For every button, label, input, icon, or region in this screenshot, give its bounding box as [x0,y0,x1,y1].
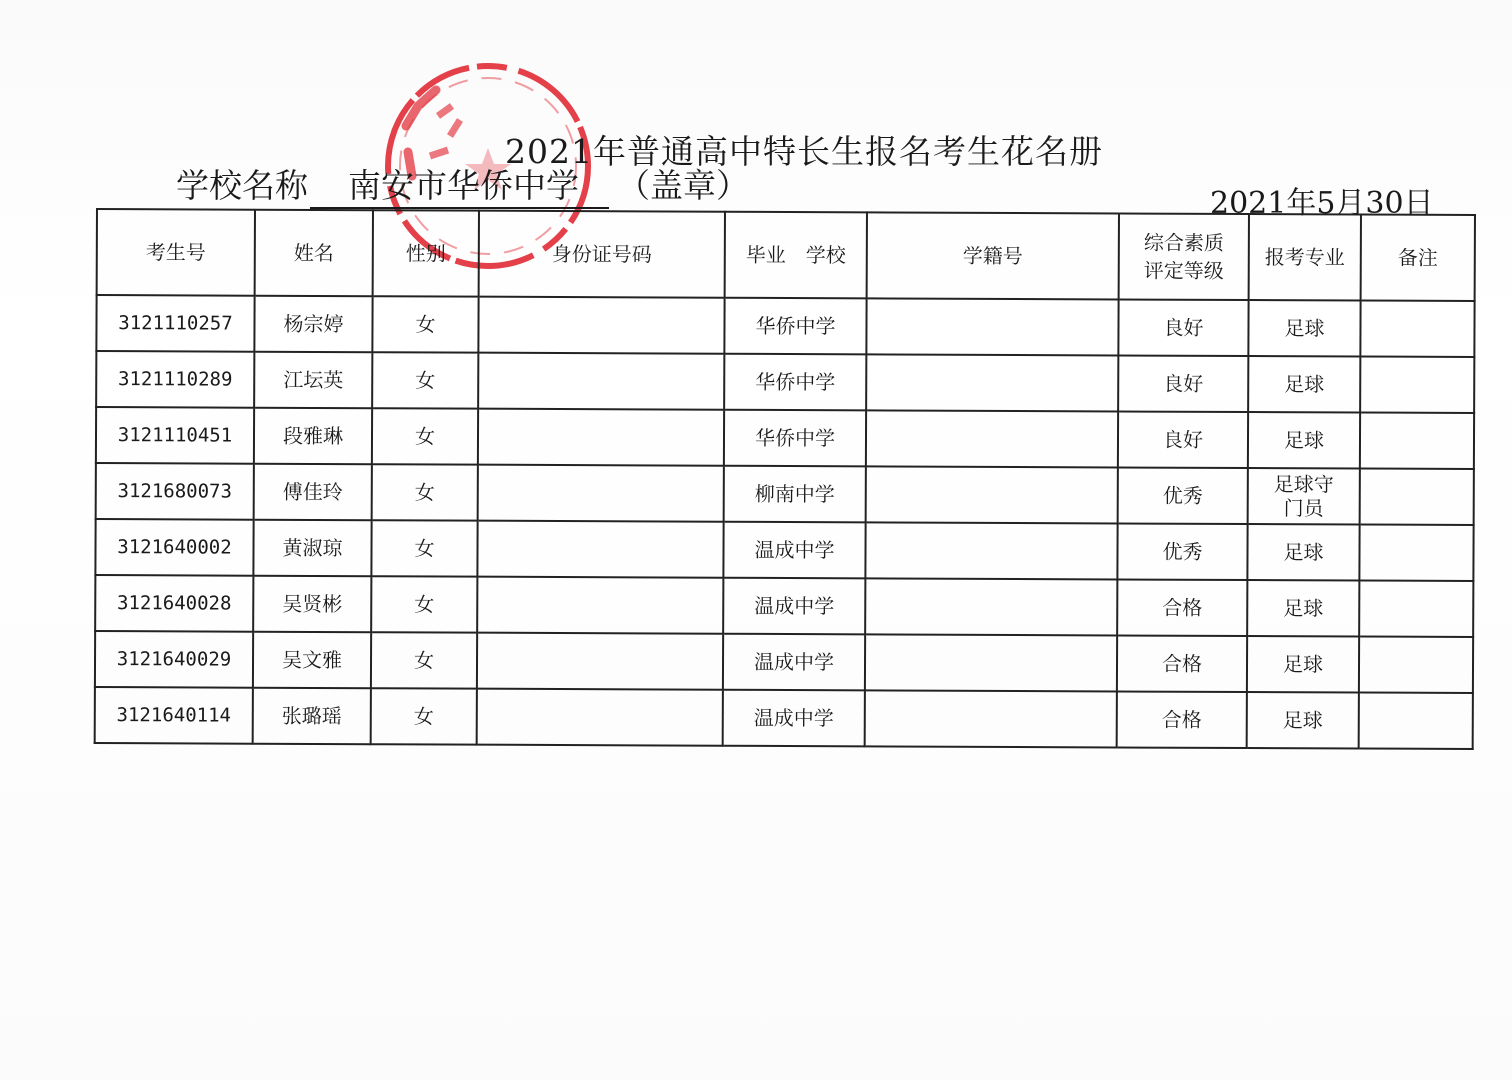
cell-exam-no: 3121110257 [96,295,254,352]
table-header-row [97,209,1475,301]
cell-id-number [478,409,724,466]
cell-specialty: 足球 [1247,524,1359,580]
cell-student-id [865,634,1117,691]
cell-specialty: 足球 [1248,356,1360,412]
cell-student-id [866,466,1118,523]
cell-rating: 合格 [1117,579,1247,636]
cell-exam-no: 3121640114 [95,687,253,744]
header-name: 姓名 [255,210,373,297]
cell-exam-no: 3121110289 [96,351,254,408]
cell-exam-no: 3121640028 [95,575,253,632]
cell-name: 傅佳玲 [254,464,372,521]
cell-remarks [1360,301,1474,357]
cell-grad-school: 华侨中学 [724,298,866,355]
cell-id-number [477,633,723,690]
cell-student-id [866,410,1118,467]
cell-id-number [478,465,724,522]
cell-student-id [865,522,1117,579]
table-row [95,631,1473,693]
cell-remarks [1360,357,1474,413]
cell-id-number [477,689,723,746]
header-remarks: 备注 [1361,215,1475,301]
cell-student-id [865,578,1117,635]
cell-exam-no: 3121680073 [96,463,254,520]
roster-table [94,208,1476,750]
table-row [95,575,1473,637]
cell-name: 江坛英 [254,352,372,409]
cell-grad-school: 华侨中学 [724,410,866,467]
cell-student-id [866,298,1118,355]
cell-specialty: 足球 [1248,412,1360,468]
cell-grad-school: 温成中学 [723,522,865,579]
cell-grad-school: 华侨中学 [724,354,866,411]
header-student-id: 学籍号 [867,212,1119,299]
table-row [96,351,1474,413]
cell-gender: 女 [371,576,477,632]
cell-specialty: 足球 [1247,692,1359,748]
cell-rating: 良好 [1118,411,1248,468]
header-grad-school: 毕业 学校 [725,212,867,299]
cell-rating: 优秀 [1117,523,1247,580]
cell-specialty-text: 足球守门员 [1273,472,1334,521]
cell-remarks [1359,693,1473,749]
header-exam-no: 考生号 [97,209,255,296]
cell-id-number [478,297,724,354]
cell-name: 吴文雅 [253,632,371,689]
cell-student-id [866,354,1118,411]
cell-rating: 优秀 [1118,467,1248,524]
cell-gender: 女 [371,688,477,744]
cell-student-id [865,690,1117,747]
document-date: 2021年5月30日 [1210,186,1434,221]
cell-remarks [1359,637,1473,693]
cell-remarks [1359,525,1473,581]
cell-grad-school: 温成中学 [723,634,865,691]
cell-grad-school: 柳南中学 [724,466,866,523]
header-gender: 性别 [373,210,479,296]
table-row [96,463,1474,525]
header-id-number: 身份证号码 [479,211,725,298]
cell-specialty [1248,468,1360,524]
cell-rating: 合格 [1117,635,1247,692]
cell-exam-no: 3121110451 [96,407,254,464]
cell-specialty: 足球 [1248,300,1360,356]
cell-name: 黄淑琼 [253,520,371,577]
table-row [95,519,1473,581]
seal-note: （盖章） [617,166,749,205]
table-row [95,687,1473,749]
school-name-label: 学校名称 [176,166,308,205]
cell-specialty: 足球 [1247,580,1359,636]
cell-id-number [478,353,724,410]
table-row [96,407,1474,469]
header-specialty: 报考专业 [1249,214,1361,300]
cell-rating: 合格 [1117,691,1247,748]
cell-rating: 良好 [1118,299,1248,356]
header-rating-text: 综合素质评定等级 [1143,230,1224,283]
cell-id-number [477,521,723,578]
cell-remarks [1359,581,1473,637]
table-row [96,295,1474,357]
cell-rating: 良好 [1118,355,1248,412]
cell-gender: 女 [371,632,477,688]
cell-id-number [477,577,723,634]
cell-name: 张璐瑶 [253,688,371,745]
cell-specialty: 足球 [1247,636,1359,692]
cell-gender: 女 [372,296,478,352]
school-name-line [176,160,749,209]
cell-gender: 女 [372,464,478,520]
cell-name: 段雅琳 [254,408,372,465]
header-rating [1119,213,1249,300]
document-title: 2021年普通高中特长生报名考生花名册 [505,132,1103,171]
cell-grad-school: 温成中学 [723,578,865,635]
cell-gender: 女 [372,408,478,464]
cell-remarks [1360,469,1474,525]
cell-name: 杨宗婷 [254,296,372,353]
cell-name: 吴贤彬 [253,576,371,633]
school-name-value: 南安市华侨中学 [310,160,609,209]
cell-gender: 女 [372,352,478,408]
cell-exam-no: 3121640002 [95,519,253,576]
cell-remarks [1360,413,1474,469]
cell-grad-school: 温成中学 [723,690,865,747]
cell-gender: 女 [371,520,477,576]
cell-exam-no: 3121640029 [95,631,253,688]
